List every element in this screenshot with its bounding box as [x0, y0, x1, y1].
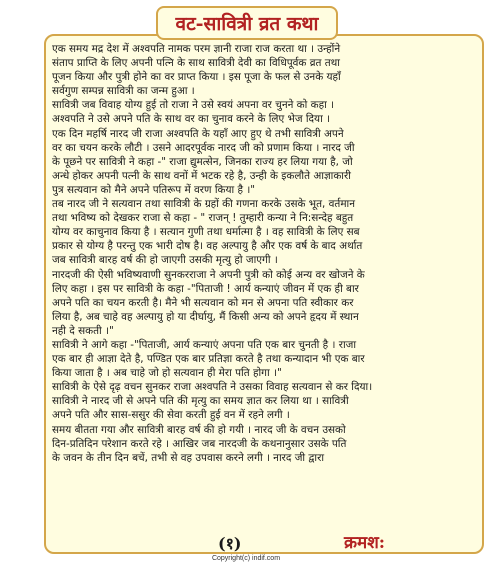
copyright-notice: Copyright(c) indif.com — [211, 555, 281, 562]
story-line: लिया है, अब चाहे वह अल्पायु हो या दीर्घायु, मैं किसी अन्य को अपने हृदय में स्थान — [52, 310, 359, 323]
story-line: अपने पति और सास-ससुर की सेवा करती हुई वन में रहने लगी । — [52, 409, 290, 422]
story-line: अपने पति का चयन करती है। मैने भी सत्यवान को मन से अपना पति स्वीकार कर — [52, 296, 354, 309]
story-line: तब नारद जी ने सत्यवान तथा सावित्री के ग्रहों की गणना करके उसके भूत, वर्तमान — [52, 198, 355, 211]
story-line: एक दिन महर्षि नारद जी राजा अश्वपति के यहाँ आए हुए थे तभी सावित्री अपने — [52, 127, 344, 140]
story-line: नारदजी की ऐसी भविष्यवाणी सुनकरराजा ने अपनी पुत्री को कोई अन्य वर खोजने के — [52, 268, 365, 281]
story-line: तथा भविष्य को देखकर राजा से कहा - " राजन् ! तुम्हारी कन्या ने नि:सन्देह बहुत — [52, 212, 354, 225]
story-line: योग्य वर काचुनाव किया है । सत्यान गुणी तथा धर्मात्मा है । वह सावित्री के लिए सब — [52, 226, 360, 239]
story-line: जब सावित्री बारह वर्ष की हो जाएगी उसकी मृत्यु हो जाएगी । — [52, 254, 278, 267]
story-line: अन्धे होकर अपनी पत्नी के साथ वनों में भटक रहे है, उन्ही के इकलौते आज्ञाकारी — [52, 169, 351, 182]
story-panel — [44, 34, 484, 554]
story-line: वर का चयन करके लौटी । उसने आदरपूर्वक नारद जी को प्रणाम किया । नारद जी — [52, 141, 355, 154]
story-line: के पूछने पर सावित्री ने कहा -" राजा द्युमत्सेन, जिनका राज्य हर लिया गया है, जो — [52, 155, 353, 168]
page-number: (१) — [218, 534, 242, 553]
story-line: नही दे सकती ।" — [52, 324, 114, 337]
story-line: के जवन के तीन दिन बचें, तभी से वह उपवास करने लगी । नारद जी द्वारा — [52, 451, 325, 464]
story-line: सावित्री ने नारद जी से अपने पति की मृत्यु का समय ज्ञात कर लिया था । सावित्री — [52, 395, 349, 408]
story-text — [52, 42, 478, 465]
story-line: संताप प्राप्ति के लिए अपनी पत्नि के साथ सावित्री देवी का विधिपूर्वक व्रत तथा — [52, 57, 340, 70]
story-line: लिए कहा । इस पर सावित्री के कहा -"पिताजी ! आर्य कन्याएं जीवन में एक ही बार — [52, 282, 359, 295]
story-line: पूजन किया और पुत्री होने का वर प्राप्त किया । इस पूजा के फल से उनके यहाँ — [52, 71, 341, 84]
story-line: एक बार ही आज्ञा देते है, पण्डित एक बार प्रतिज्ञा करते है तथा कन्यादान भी एक बार — [52, 353, 365, 366]
story-line: समय बीतता गया और सावित्री बारह वर्ष की हो गयी । नारद जी के वचन उसको — [52, 423, 346, 436]
story-line: पुत्र सत्यवान को मैने अपने पतिरूप में वरण किया है ।" — [52, 183, 256, 196]
story-line: प्रकार से योग्य है परन्तु एक भारी दोष है। वह अल्पायु है और एक वर्ष के बाद अर्थात — [52, 240, 363, 253]
story-line: दिन-प्रतिदिन परेशान करते रहे । आखिर जब नारदजी के कथनानुसार उसके पति — [52, 437, 347, 450]
page-title: वट-सावित्री व्रत कथा — [156, 6, 338, 40]
story-line: अश्वपति ने उसे अपने पति के साथ वर का चुनाव करने के लिए भेज दिया । — [52, 113, 330, 126]
story-line: किया जाता है । अब चाहे जो हो सत्यवान ही मेरा पति होगा ।" — [52, 367, 282, 380]
story-line: सावित्री जब विवाह योग्य हुई तो राजा ने उसे स्वयं अपना वर चुनने को कहा । — [52, 99, 335, 112]
continued-label: क्रमश: — [344, 533, 386, 553]
story-line: सावित्री ने आगे कहा -"पिताजी, आर्य कन्याएं अपना पति एक बार चुनती है । राजा — [52, 338, 357, 351]
story-line: सावित्री के ऐसे दृढ़ वचन सुनकर राजा अश्वपति ने उसका विवाह सत्यवान से कर दिया। — [52, 381, 373, 394]
story-line: सर्वगुण सम्पन्न सावित्री का जन्म हुआ । — [52, 85, 195, 98]
story-line: एक समय मद्र देश में अश्वपति नामक परम ज्ञानी राजा राज करता था । उन्होंने — [52, 43, 341, 55]
